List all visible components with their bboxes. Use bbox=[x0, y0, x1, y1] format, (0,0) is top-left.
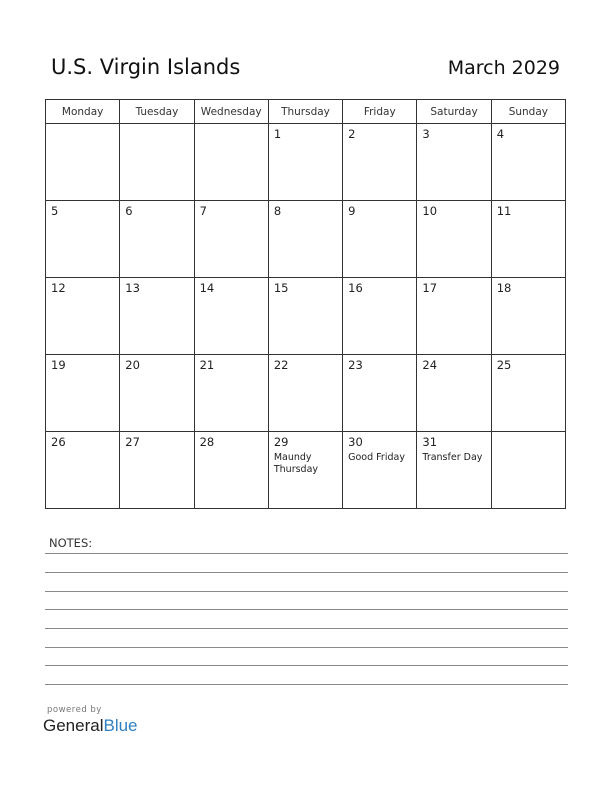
day-cell bbox=[268, 278, 342, 355]
day-cell bbox=[268, 201, 342, 278]
day-number: 21 bbox=[199, 358, 215, 372]
notes-line bbox=[45, 572, 568, 573]
day-cell bbox=[343, 124, 417, 201]
day-number: 2 bbox=[348, 127, 356, 141]
day-cell bbox=[120, 201, 194, 278]
notes-line bbox=[45, 647, 568, 648]
day-number: 19 bbox=[51, 358, 66, 372]
day-cell bbox=[46, 432, 120, 509]
day-cell bbox=[120, 355, 194, 432]
day-number: 27 bbox=[125, 435, 140, 449]
day-cell bbox=[194, 278, 268, 355]
day-cell bbox=[343, 432, 417, 509]
day-number: 25 bbox=[496, 358, 512, 372]
day-number: 31 bbox=[422, 435, 438, 449]
day-cell bbox=[268, 355, 342, 432]
day-number: 14 bbox=[199, 281, 215, 295]
weekday-header: Thursday bbox=[268, 100, 342, 124]
day-number: 4 bbox=[496, 127, 505, 141]
weekday-header-row bbox=[46, 100, 566, 124]
day-number: 26 bbox=[51, 435, 66, 449]
day-cell bbox=[194, 124, 268, 201]
day-cell bbox=[417, 124, 491, 201]
day-number: 16 bbox=[348, 281, 363, 295]
day-number: 5 bbox=[51, 204, 59, 218]
month-label: March 2029 bbox=[447, 57, 560, 79]
day-cell bbox=[343, 278, 417, 355]
holiday-label: Transfer Day bbox=[422, 452, 483, 463]
day-number: 6 bbox=[125, 204, 133, 218]
week-row bbox=[46, 124, 566, 201]
day-cell bbox=[417, 278, 491, 355]
day-cell bbox=[194, 432, 268, 509]
day-cell bbox=[120, 278, 194, 355]
day-number: 29 bbox=[273, 435, 289, 449]
week-row bbox=[46, 201, 566, 278]
week-row bbox=[46, 355, 566, 432]
day-cell bbox=[194, 201, 268, 278]
holiday-label: Maundy Thursday bbox=[273, 452, 319, 475]
brand-blue: Blue bbox=[103, 716, 138, 735]
day-number: 17 bbox=[422, 281, 438, 295]
day-cell bbox=[194, 355, 268, 432]
notes-line bbox=[45, 628, 568, 629]
day-cell bbox=[46, 124, 120, 201]
day-number: 10 bbox=[422, 204, 438, 218]
weekday-header: Friday bbox=[343, 100, 417, 124]
day-number: 24 bbox=[422, 358, 438, 372]
day-number: 30 bbox=[348, 435, 363, 449]
day-cell bbox=[46, 355, 120, 432]
day-number: 11 bbox=[496, 204, 512, 218]
day-cell bbox=[417, 201, 491, 278]
calendar-title: U.S. Virgin Islands bbox=[51, 55, 241, 79]
day-number: 28 bbox=[199, 435, 215, 449]
day-number: 3 bbox=[422, 127, 430, 141]
day-cell bbox=[491, 201, 565, 278]
day-cell bbox=[268, 124, 342, 201]
day-number: 13 bbox=[125, 281, 140, 295]
notes-line bbox=[45, 591, 568, 592]
calendar-grid bbox=[45, 99, 566, 509]
day-number: 9 bbox=[348, 204, 356, 218]
notes-line bbox=[45, 665, 568, 666]
generalblue-logo[interactable] bbox=[43, 716, 138, 736]
day-cell bbox=[120, 124, 194, 201]
day-number: 7 bbox=[199, 204, 207, 218]
day-cell bbox=[46, 278, 120, 355]
day-number: 22 bbox=[273, 358, 289, 372]
weekday-header: Sunday bbox=[491, 100, 565, 124]
notes-line bbox=[45, 684, 568, 685]
week-row bbox=[46, 278, 566, 355]
day-number: 23 bbox=[348, 358, 363, 372]
day-number: 8 bbox=[273, 204, 282, 218]
day-cell bbox=[268, 432, 342, 509]
weekday-header: Tuesday bbox=[120, 100, 194, 124]
day-cell bbox=[343, 201, 417, 278]
notes-line bbox=[45, 553, 568, 554]
weekday-header: Saturday bbox=[417, 100, 491, 124]
day-number: 15 bbox=[273, 281, 289, 295]
notes-line bbox=[45, 609, 568, 610]
week-row bbox=[46, 432, 566, 509]
day-number: 20 bbox=[125, 358, 140, 372]
day-cell bbox=[46, 201, 120, 278]
holiday-label: Good Friday bbox=[348, 452, 405, 463]
day-cell bbox=[417, 432, 491, 509]
weekday-header: Wednesday bbox=[194, 100, 268, 124]
day-number: 18 bbox=[496, 281, 512, 295]
day-cell bbox=[417, 355, 491, 432]
day-cell bbox=[491, 124, 565, 201]
day-cell bbox=[343, 355, 417, 432]
day-cell bbox=[491, 432, 565, 509]
day-number: 1 bbox=[273, 127, 282, 141]
powered-by-text: powered by bbox=[47, 705, 102, 715]
notes-label: NOTES: bbox=[49, 536, 93, 550]
weekday-header: Monday bbox=[46, 100, 120, 124]
day-cell bbox=[120, 432, 194, 509]
brand-general: General bbox=[43, 716, 104, 735]
day-cell bbox=[491, 355, 565, 432]
day-cell bbox=[491, 278, 565, 355]
day-number: 12 bbox=[51, 281, 66, 295]
